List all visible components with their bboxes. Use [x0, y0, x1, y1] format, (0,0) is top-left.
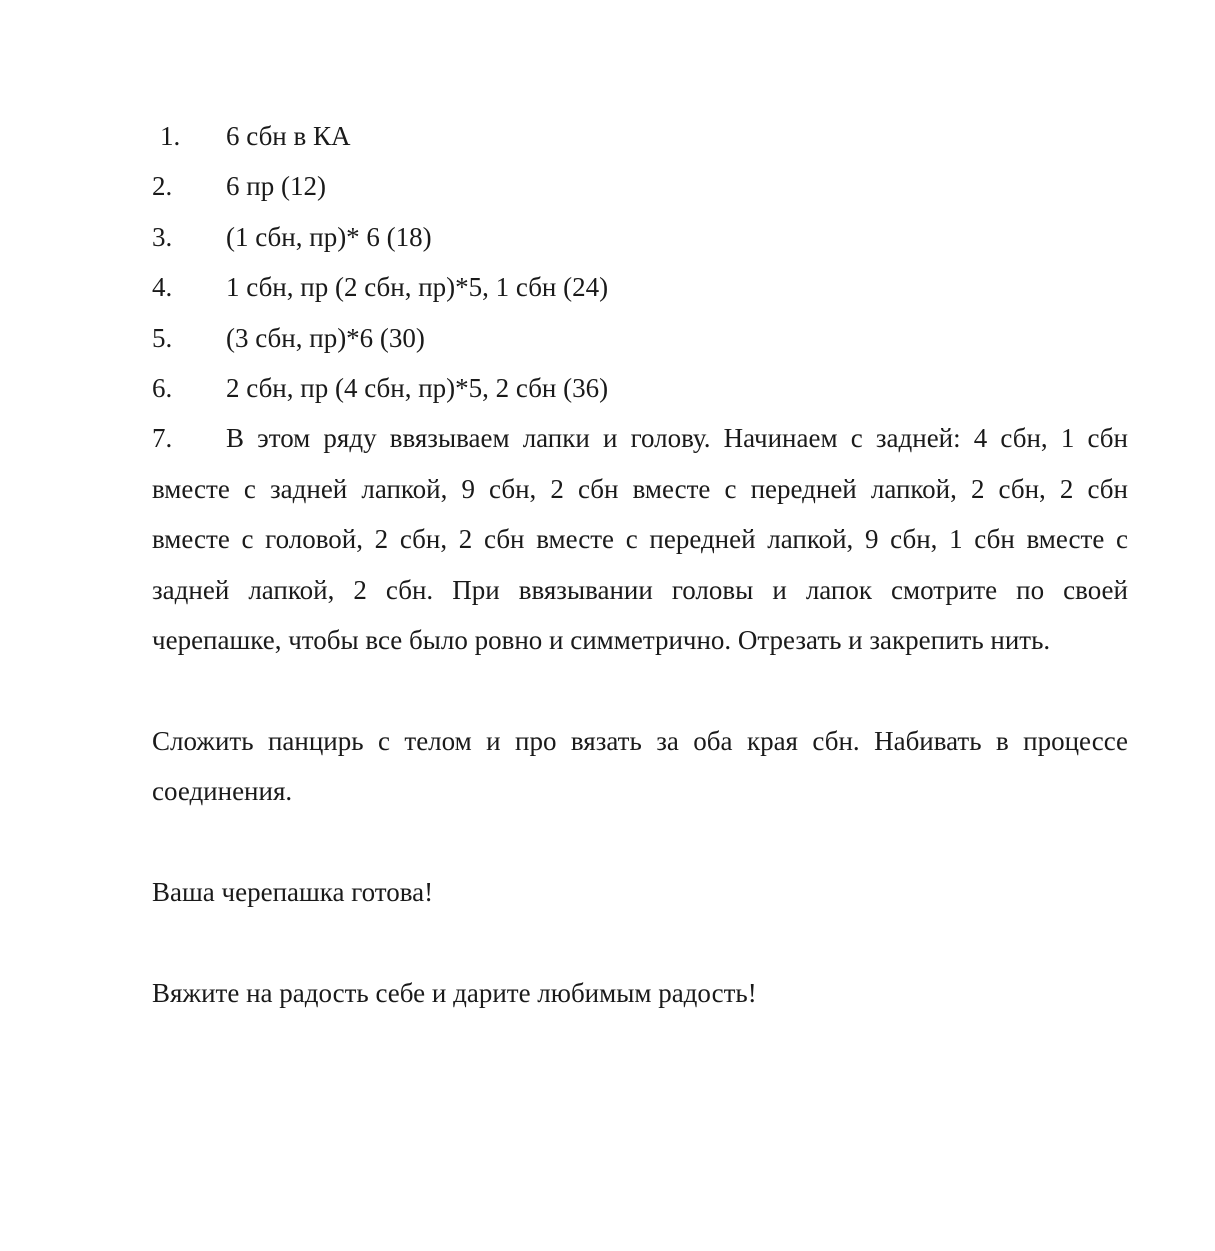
paragraph-spacer — [152, 665, 1128, 715]
list-text: (3 сбн, пр)*6 (30) — [226, 322, 425, 353]
list-text: 1 сбн, пр (2 сбн, пр)*5, 1 сбн (24) — [226, 272, 609, 303]
list-item-4 — [152, 262, 1128, 312]
list-number: 3. — [152, 221, 173, 252]
list-item-5 — [152, 313, 1128, 363]
document-page — [152, 111, 1128, 1018]
list-item-2 — [152, 161, 1128, 211]
paragraph-spacer — [152, 816, 1128, 866]
closing-text: Вяжите на радость себе и дарите любимым радость! — [152, 977, 757, 1008]
assembly-line-2: соединения. — [152, 776, 293, 807]
list-number: 4. — [152, 272, 173, 303]
row7-line-5: черепашке, чтобы все было ровно и симметрично. Отрезать и закрепить нить. — [152, 624, 1051, 655]
list-item-1 — [152, 111, 1128, 161]
assembly-line-1: Сложить панцирь с телом и про вязать за оба края сбн. Набивать в процессе — [152, 725, 1128, 756]
list-text: 2 сбн, пр (4 сбн, пр)*5, 2 сбн (36) — [226, 372, 609, 403]
list-item-6 — [152, 363, 1128, 413]
list-number: 5. — [152, 322, 173, 353]
list-number: 7. — [152, 423, 173, 454]
row7-line-2: вместе с задней лапкой, 9 сбн, 2 сбн вместе с передней лапкой, 2 сбн, 2 сбн — [152, 473, 1128, 504]
ready-text: Ваша черепашка готова! — [152, 876, 434, 907]
paragraph-spacer — [152, 917, 1128, 967]
list-text: В этом ряду ввязываем лапки и голову. Начинаем с задней: 4 сбн, 1 сбн — [226, 423, 1128, 454]
list-item-7 — [152, 413, 1128, 665]
list-item-3 — [152, 212, 1128, 262]
list-number: 6. — [152, 372, 173, 403]
list-number: 1. — [160, 121, 181, 151]
row7-line-4: задней лапкой, 2 сбн. При ввязывании головы и лапок смотрите по своей — [152, 574, 1128, 605]
list-text: 6 пр (12) — [226, 171, 326, 202]
list-text: 6 сбн в КА — [226, 121, 351, 151]
row7-line-3: вместе с головой, 2 сбн, 2 сбн вместе с передней лапкой, 9 сбн, 1 сбн вместе с — [152, 524, 1128, 555]
list-text: (1 сбн, пр)* 6 (18) — [226, 221, 432, 252]
row7-line-1 — [152, 413, 1128, 463]
list-number: 2. — [152, 171, 173, 202]
